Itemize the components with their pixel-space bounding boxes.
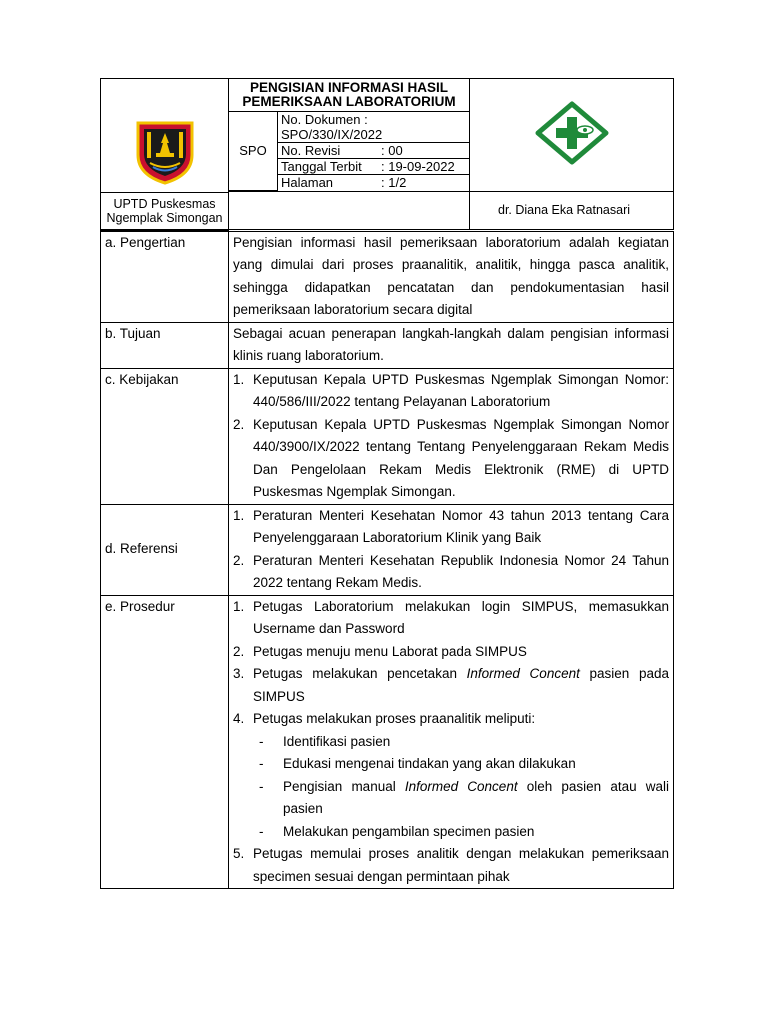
list-text: Keputusan Kepala UPTD Puskesmas Ngemplak Simongan Nomor: 440/586/III/2022 tentang Pelayanan Laboratorium bbox=[253, 371, 669, 409]
sections-table bbox=[100, 231, 674, 890]
list-item bbox=[233, 663, 669, 708]
tujuan-label: b. Tujuan bbox=[101, 322, 229, 368]
text-segment: pasien pada SIMPUS bbox=[253, 666, 669, 704]
italic-term: Informed Concent bbox=[466, 666, 580, 681]
list-text: Peraturan Menteri Kesehatan Republik Indonesia Nomor 24 Tahun 2022 tentang Rekam Medis. bbox=[253, 552, 669, 590]
referensi-list bbox=[229, 504, 674, 595]
list-item bbox=[233, 708, 669, 731]
list-number: 4. bbox=[233, 711, 245, 726]
list-item bbox=[233, 505, 669, 550]
list-item bbox=[233, 596, 669, 641]
sub-text: Identifikasi pasien bbox=[283, 733, 391, 749]
page-value: : 1/2 bbox=[381, 175, 407, 190]
list-number: 1. bbox=[233, 371, 245, 387]
signatory-name: dr. Diana Eka Ratnasari bbox=[470, 191, 674, 229]
list-item bbox=[233, 414, 669, 504]
list-number: 2. bbox=[233, 643, 245, 659]
pengertian-text: Pengisian informasi hasil pemeriksaan laboratorium adalah kegiatan yang dimulai dari proses praanalitik, analitik, hingga pasca analitik, sehingga didapatkan pencatatan dan pendokumentasian hasil pemeriksaan laboratorium secara digital bbox=[229, 231, 674, 322]
issue-date-label: Tanggal Terbit bbox=[281, 159, 362, 174]
dash-bullet: - bbox=[259, 733, 264, 749]
dash-bullet: - bbox=[259, 778, 264, 794]
sub-item bbox=[233, 821, 669, 844]
doc-number-label: No. Dokumen : bbox=[281, 112, 368, 127]
document-title: PENGISIAN INFORMASI HASIL PEMERIKSAAN LABORATORIUM bbox=[229, 79, 469, 112]
page-row bbox=[278, 175, 470, 191]
doc-number-value: SPO/330/IX/2022 bbox=[278, 127, 470, 143]
sub-text: Edukasi mengenai tindakan yang akan dilakukan bbox=[283, 756, 576, 771]
list-text: Peraturan Menteri Kesehatan Nomor 43 tahun 2013 tentang Cara Penyelenggaraan Laboratorium Klinik yang Baik bbox=[253, 507, 669, 545]
referensi-label: d. Referensi bbox=[101, 504, 229, 595]
italic-term: Informed Concent bbox=[404, 778, 518, 794]
list-text: Petugas melakukan proses praanalitik meliputi: bbox=[253, 711, 536, 726]
sub-item bbox=[233, 753, 669, 776]
list-item bbox=[233, 550, 669, 595]
issue-date-row bbox=[278, 159, 470, 175]
list-item bbox=[233, 369, 669, 414]
dash-bullet: - bbox=[259, 756, 264, 771]
issue-date-value: : 19-09-2022 bbox=[381, 159, 455, 174]
sub-item bbox=[233, 776, 669, 821]
list-text: Petugas memulai proses analitik dengan melakukan pemeriksaan specimen sesuai dengan permintaan pihak bbox=[253, 846, 669, 884]
list-text: Petugas Laboratorium melakukan login SIMPUS, memasukkan Username dan Password bbox=[253, 598, 669, 636]
list-number: 2. bbox=[233, 416, 245, 432]
dash-bullet: - bbox=[259, 823, 264, 839]
kebijakan-list bbox=[229, 368, 674, 504]
page-label: Halaman bbox=[281, 175, 334, 190]
list-text bbox=[253, 663, 669, 708]
list-item bbox=[233, 641, 669, 664]
city-emblem-icon bbox=[134, 119, 196, 185]
revision-label: No. Revisi bbox=[281, 143, 341, 158]
text-segment: Pengisian manual bbox=[283, 778, 405, 794]
spo-label: SPO bbox=[229, 112, 278, 190]
revision-row bbox=[278, 143, 470, 159]
revision-value: : 00 bbox=[381, 143, 403, 158]
list-number: 5. bbox=[233, 846, 245, 861]
list-item bbox=[233, 843, 669, 888]
pengertian-label: a. Pengertian bbox=[101, 231, 229, 322]
list-text: Keputusan Kepala UPTD Puskesmas Ngemplak Simongan Nomor 440/3900/IX/2022 tentang Tentang Penyelenggaraan Rekam Medis Dan Pengelolaan Rekam Medis Elektronik (RME) di UPTD Puskesmas Ngemplak Simongan. bbox=[253, 416, 669, 499]
health-logo-cell bbox=[470, 79, 674, 192]
sub-text bbox=[283, 776, 669, 821]
sub-text: Melakukan pengambilan specimen pasien bbox=[283, 823, 535, 839]
list-number: 2. bbox=[233, 552, 245, 568]
list-text: Petugas menuju menu Laborat pada SIMPUS bbox=[253, 643, 527, 659]
list-number: 1. bbox=[233, 598, 245, 614]
kebijakan-label: c. Kebijakan bbox=[101, 368, 229, 504]
sub-item bbox=[233, 731, 669, 754]
text-segment: Petugas melakukan pencetakan bbox=[253, 666, 467, 681]
text-segment: oleh pasien atau wali pasien bbox=[283, 778, 669, 816]
spo-document bbox=[100, 78, 673, 889]
title-meta-cell bbox=[229, 79, 470, 192]
list-number: 1. bbox=[233, 507, 245, 523]
organization-name: UPTD Puskesmas Ngemplak Simongan bbox=[101, 192, 229, 230]
list-number: 3. bbox=[233, 666, 245, 681]
tujuan-text: Sebagai acuan penerapan langkah-langkah dalam pengisian informasi klinis ruang laboratorium. bbox=[229, 322, 674, 368]
prosedur-label: e. Prosedur bbox=[101, 595, 229, 889]
puskesmas-logo-icon bbox=[534, 101, 610, 165]
prosedur-list bbox=[229, 595, 674, 889]
meta-table bbox=[229, 112, 469, 191]
